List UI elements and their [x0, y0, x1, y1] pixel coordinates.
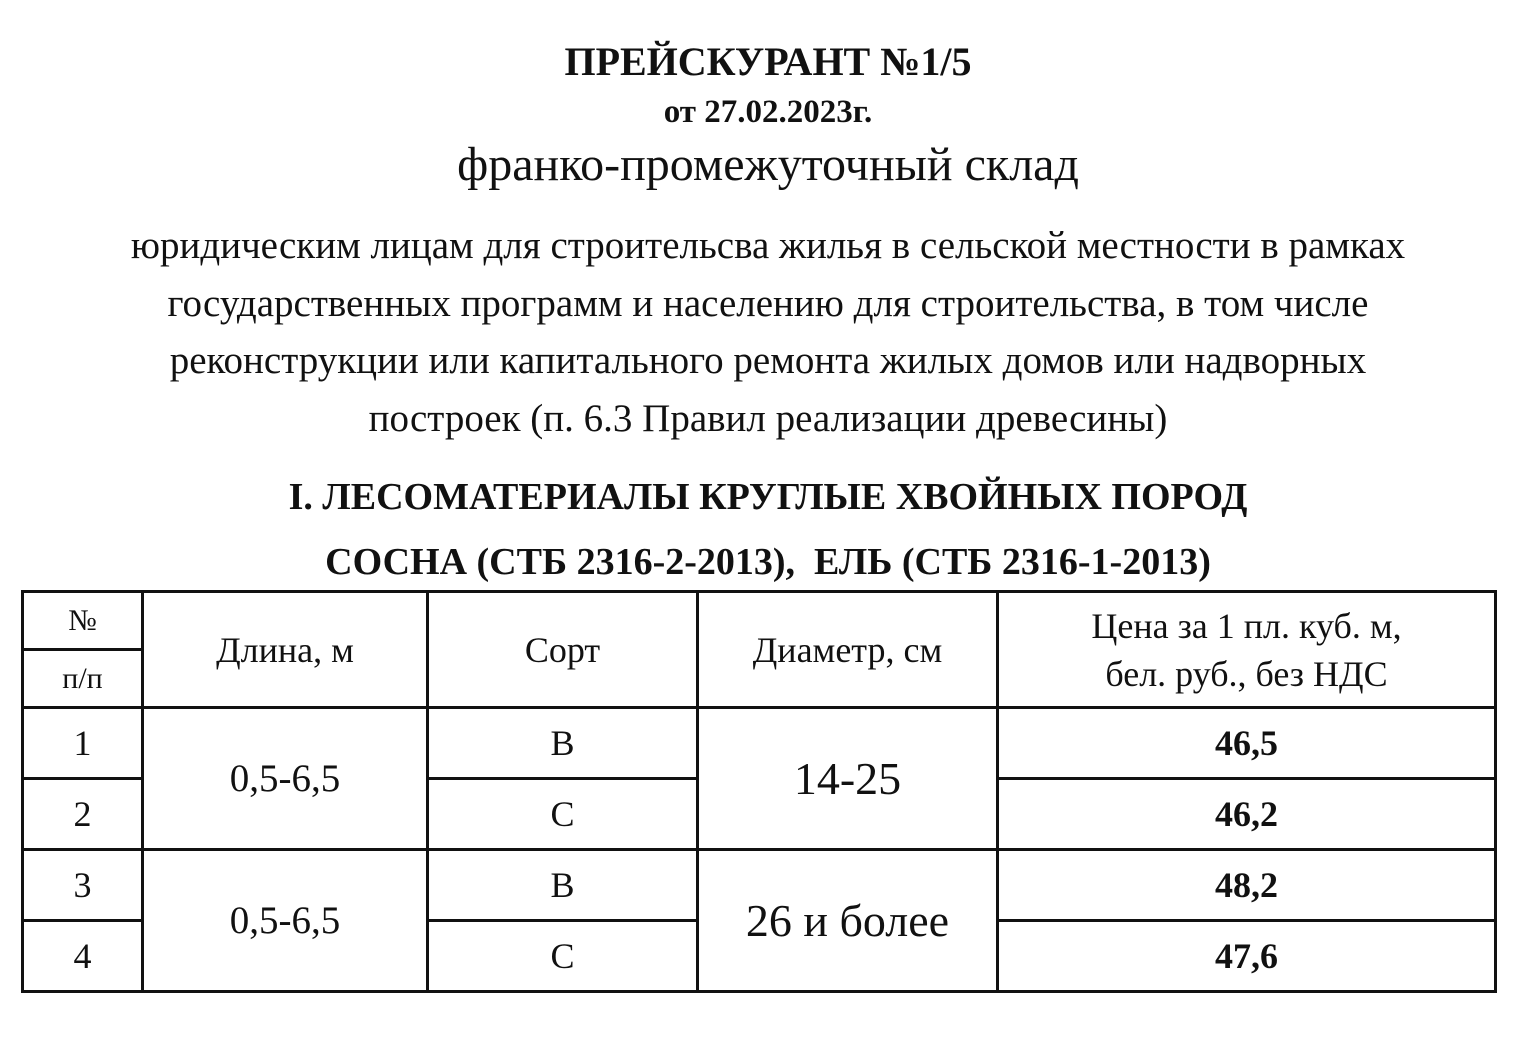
grade-cell: С — [428, 921, 698, 992]
table-row — [23, 708, 1496, 779]
price-list-date: от 27.02.2023г. — [663, 94, 873, 130]
description-line: построек (п. 6.3 Правил реализации древесины) — [368, 396, 1168, 440]
row-number: 3 — [23, 850, 143, 921]
header-number-symbol: № — [23, 592, 143, 650]
price-list-title: ПРЕЙСКУРАНТ №1/5 — [564, 39, 972, 84]
section-subtitle: СОСНА (СТБ 2316-2-2013), ЕЛЬ (СТБ 2316-1-2013) — [325, 541, 1211, 583]
price-table — [21, 590, 1497, 993]
section-title: I. ЛЕСОМАТЕРИАЛЫ КРУГЛЫЕ ХВОЙНЫХ ПОРОД — [288, 476, 1248, 518]
grade-cell: С — [428, 779, 698, 850]
description-line: государственных программ и населению для строительства, в том числе — [167, 281, 1369, 325]
grade-cell: В — [428, 850, 698, 921]
price-cell: 48,2 — [998, 850, 1496, 921]
diameter-cell: 26 и более — [698, 850, 998, 992]
table-row — [23, 850, 1496, 921]
price-cell: 46,2 — [998, 779, 1496, 850]
price-cell: 46,5 — [998, 708, 1496, 779]
delivery-terms: франко-промежуточный склад — [457, 138, 1079, 191]
header-length: Длина, м — [143, 592, 428, 708]
description-line: юридическим лицам для строительсва жилья в сельской местности в рамках — [130, 224, 1406, 267]
table-header-row — [23, 592, 1496, 650]
length-cell: 0,5-6,5 — [143, 708, 428, 850]
grade-cell: В — [428, 708, 698, 779]
row-number: 1 — [23, 708, 143, 779]
header-price-line: Цена за 1 пл. куб. м, — [1091, 605, 1402, 646]
price-cell: 47,6 — [998, 921, 1496, 992]
diameter-cell: 14-25 — [698, 708, 998, 850]
header-diameter: Диаметр, см — [698, 592, 998, 708]
description-line: реконструкции или капитального ремонта жилых домов или надворных — [169, 339, 1367, 382]
length-cell: 0,5-6,5 — [143, 850, 428, 992]
header-number-abbrev: п/п — [23, 650, 143, 708]
buyer-description — [0, 217, 1536, 447]
header-price — [998, 592, 1496, 708]
row-number: 4 — [23, 921, 143, 992]
header-price-line: бел. руб., без НДС — [1105, 653, 1388, 694]
header-grade: Сорт — [428, 592, 698, 708]
row-number: 2 — [23, 779, 143, 850]
